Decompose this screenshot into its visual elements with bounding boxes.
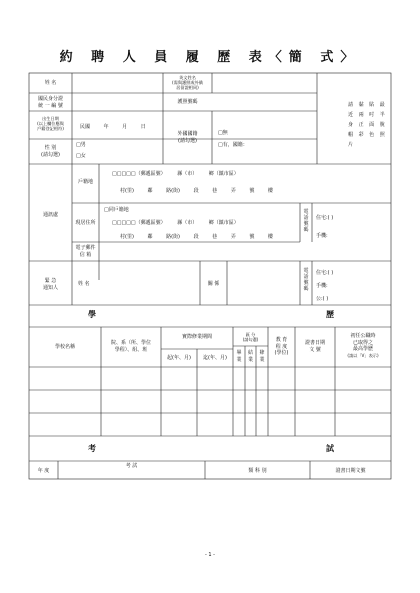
nationality-none-checkbox[interactable]: □無 xyxy=(218,130,228,136)
label-dropped: 肄 業 xyxy=(259,350,265,363)
form-title: 約 聘 人 員 履 歷 表〈簡 式〉 xyxy=(59,50,361,65)
label-emergency-contact: 緊 急 通知人 xyxy=(42,278,58,291)
label-gender: 性 別 (請勾選) xyxy=(41,145,60,158)
label-current-address: 現居住所 xyxy=(75,220,96,226)
mobile-2[interactable]: 手機: xyxy=(316,283,328,289)
label-exam-cert: 證書日期文號 xyxy=(335,468,366,474)
label-exam-name: 考 試 xyxy=(125,463,138,469)
label-english-name: 英文姓名 (需與護照或外僑 居留證相同) xyxy=(172,75,203,90)
home-phone-1[interactable]: 住宅:( ) xyxy=(316,215,334,221)
label-certificate: 證書日期 文 號 xyxy=(304,340,325,353)
birth-date-value[interactable]: 民國 年 月 日 xyxy=(80,124,146,130)
label-foreign-nationality: 外國國籍 (請勾選) xyxy=(177,131,198,144)
education-header-right: 歷 xyxy=(326,310,334,319)
nationality-yes-checkbox[interactable]: □有，國籍： xyxy=(218,142,248,148)
current-postal-line[interactable]: □□□□□（郵遞區號） 縣（市） 鄉（鎮市區） xyxy=(112,220,239,226)
label-relationship: 關 係 xyxy=(207,281,220,287)
photo-instructions: 請 黏 貼 最 近 兩 吋 半 身 正 面 脫 帽 彩 色 照 片 xyxy=(348,102,387,148)
label-passport: 護照號碼 xyxy=(177,99,198,105)
label-completed: 結 業 xyxy=(247,350,253,363)
label-exam-category: 類 科 別 xyxy=(248,468,267,474)
label-phone-2: 電 話 號 碼 xyxy=(303,268,309,292)
label-end-date: 迄(年、月) xyxy=(203,355,227,361)
label-contact-address: 通訊處 xyxy=(42,212,58,218)
current-street-line[interactable]: 村(里) 鄰 路(街) 段 巷 弄 號 樓 xyxy=(120,234,273,240)
label-study-period: 實際修業期間 xyxy=(181,334,212,340)
male-checkbox[interactable]: □男 xyxy=(76,142,86,148)
label-household-address: 戶籍地 xyxy=(77,179,93,185)
label-department: 院、系（所、學位 學程）、組、班 xyxy=(110,340,151,353)
label-emergency-name: 姓 名 xyxy=(78,281,90,287)
exam-header-right: 試 xyxy=(326,444,334,453)
label-degree: 教 育 程 度 (學位) xyxy=(274,337,289,356)
female-checkbox[interactable]: □女 xyxy=(76,153,86,159)
label-birth-date: 出生日期 (以上欄位應與 戶籍登記相符) xyxy=(37,116,64,131)
label-exam-year: 年 度 xyxy=(37,468,50,474)
household-street-line[interactable]: 村(里) 鄰 路(街) 段 巷 弄 號 樓 xyxy=(120,188,273,194)
home-phone-2[interactable]: 住宅:( ) xyxy=(316,270,334,276)
page-number: - 1 - xyxy=(205,552,215,558)
mobile-1[interactable]: 手機: xyxy=(316,233,328,239)
label-name: 姓 名 xyxy=(44,80,57,86)
education-header-left: 學 xyxy=(88,310,96,319)
same-as-household-checkbox[interactable]: □同戶籍地 xyxy=(104,207,129,213)
exam-header-left: 考 xyxy=(88,444,96,453)
label-email: 電子郵件 信 箱 xyxy=(75,245,96,258)
label-id-number: 國民身分證 統 一 編 號 xyxy=(37,96,63,109)
household-postal-line[interactable]: □□□□□（郵遞區號） 縣（市） 鄉（鎮市區） xyxy=(112,171,239,177)
office-phone-2[interactable]: 公:( ) xyxy=(316,296,329,302)
label-start-date: 起(年、月) xyxy=(167,355,191,361)
label-initial-appointment: 初任公職時 已取得之 最高學歷 (請以「V」表示) xyxy=(347,333,379,358)
label-school-name: 學校名稱 xyxy=(54,344,75,350)
label-graduated: 畢 業 xyxy=(236,350,242,363)
label-phone-1: 電 話 號 碼 xyxy=(303,209,309,233)
label-category: 區 分 (請勾選) xyxy=(242,332,259,342)
